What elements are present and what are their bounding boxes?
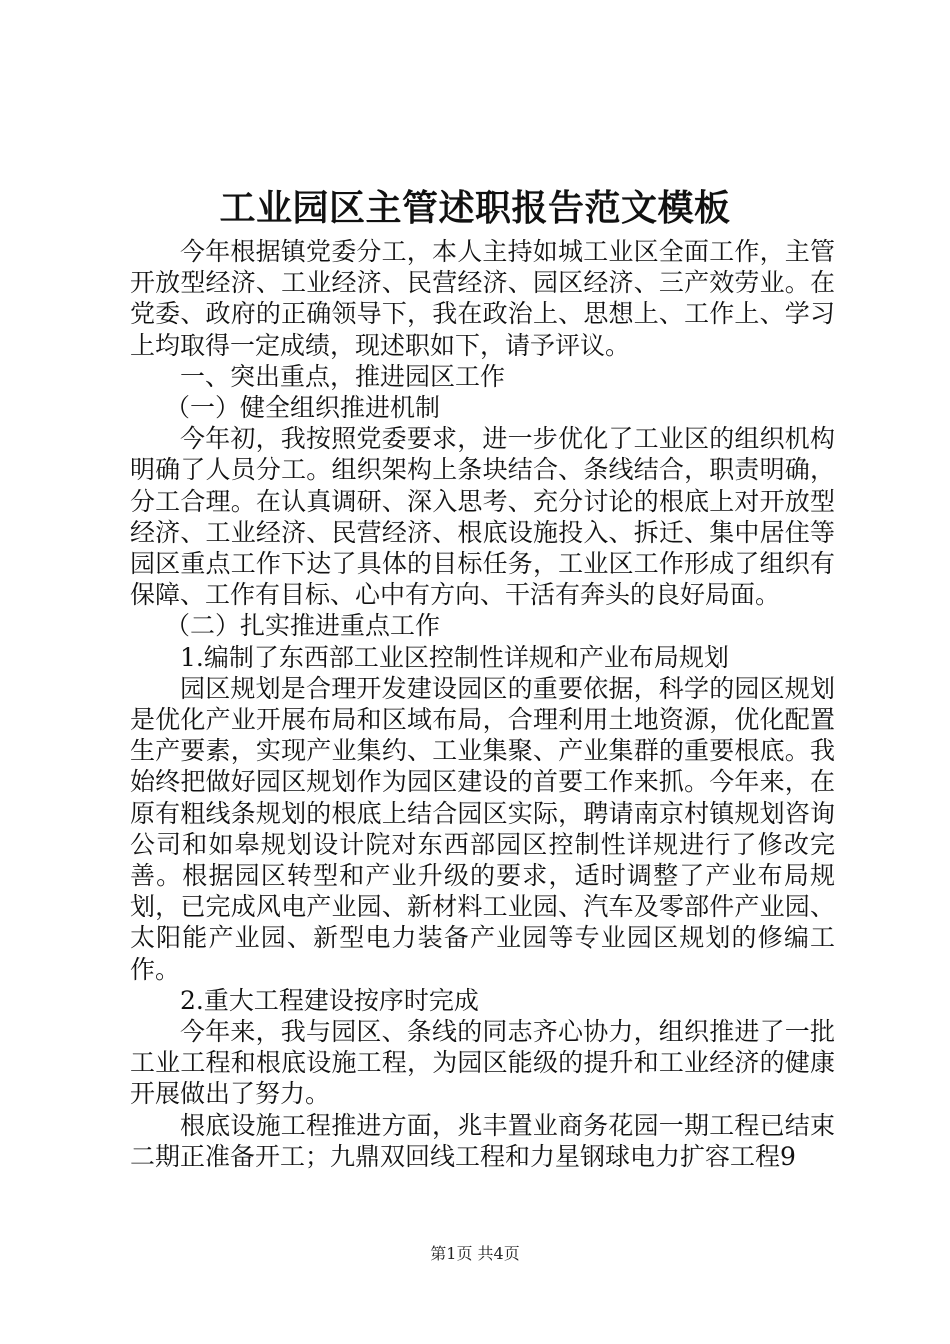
paragraph-projects: 今年来，我与园区、条线的同志齐心协力，组织推进了一批工业工程和根底设施工程，为园区能级的提升和工业经济的健康开展做出了努力。 — [130, 1017, 835, 1109]
heading-item-2: 2.重大工程建设按序时完成 — [180, 985, 479, 1015]
document-title: 工业园区主管述职报告范文模板 — [219, 187, 731, 229]
heading-section-1: 一、突出重点，推进园区工作 — [180, 361, 506, 391]
page-footer: 第1页 共4页 — [430, 1244, 520, 1263]
heading-subsection-1: （一）健全组织推进机制 — [165, 393, 441, 423]
document-body — [130, 236, 835, 1172]
heading-item-1: 1.编制了东西部工业区控制性详规和产业布局规划 — [180, 642, 729, 672]
paragraph-planning: 园区规划是合理开发建设园区的重要依据，科学的园区规划是优化产业开展布局和区域布局，合理利用土地资源，优化配置生产要素，实现产业集约、工业集聚、产业集群的重要根底。我始终把做好园区规划作为园区建设的首要工作来抓。今年来，在原有粗线条规划的根底上结合园区实际，聘请南京村镇规划咨询公司和如皋规划设计院对东西部园区控制性详规进行了修改完善。根据园区转型和产业升级的要求，适时调整了产业布局规划，已完成风电产业园、新材料工业园、汽车及零部件产业园、太阳能产业园、新型电力装备产业园等专业园区规划的修编工作。 — [130, 673, 835, 984]
paragraph-infrastructure: 根底设施工程推进方面，兆丰置业商务花园一期工程已结束二期正准备开工；九鼎双回线工程和力星钢球电力扩容工程9 — [130, 1110, 835, 1171]
heading-subsection-2: （二）扎实推进重点工作 — [165, 611, 441, 641]
paragraph-organization: 今年初，我按照党委要求，进一步优化了工业区的组织机构明确了人员分工。组织架构上条块结合、条线结合，职责明确，分工合理。在认真调研、深入思考、充分讨论的根底上对开放型经济、工业经济、民营经济、根底设施投入、拆迁、集中居住等园区重点工作下达了具体的目标任务，工业区工作形成了组织有保障、工作有目标、心中有方向、干活有奔头的良好局面。 — [130, 424, 835, 610]
paragraph-intro: 今年根据镇党委分工，本人主持如城工业区全面工作，主管开放型经济、工业经济、民营经济、园区经济、三产效劳业。在党委、政府的正确领导下，我在政治上、思想上、工作上、学习上均取得一定成绩，现述职如下，请予评议。 — [130, 237, 835, 360]
